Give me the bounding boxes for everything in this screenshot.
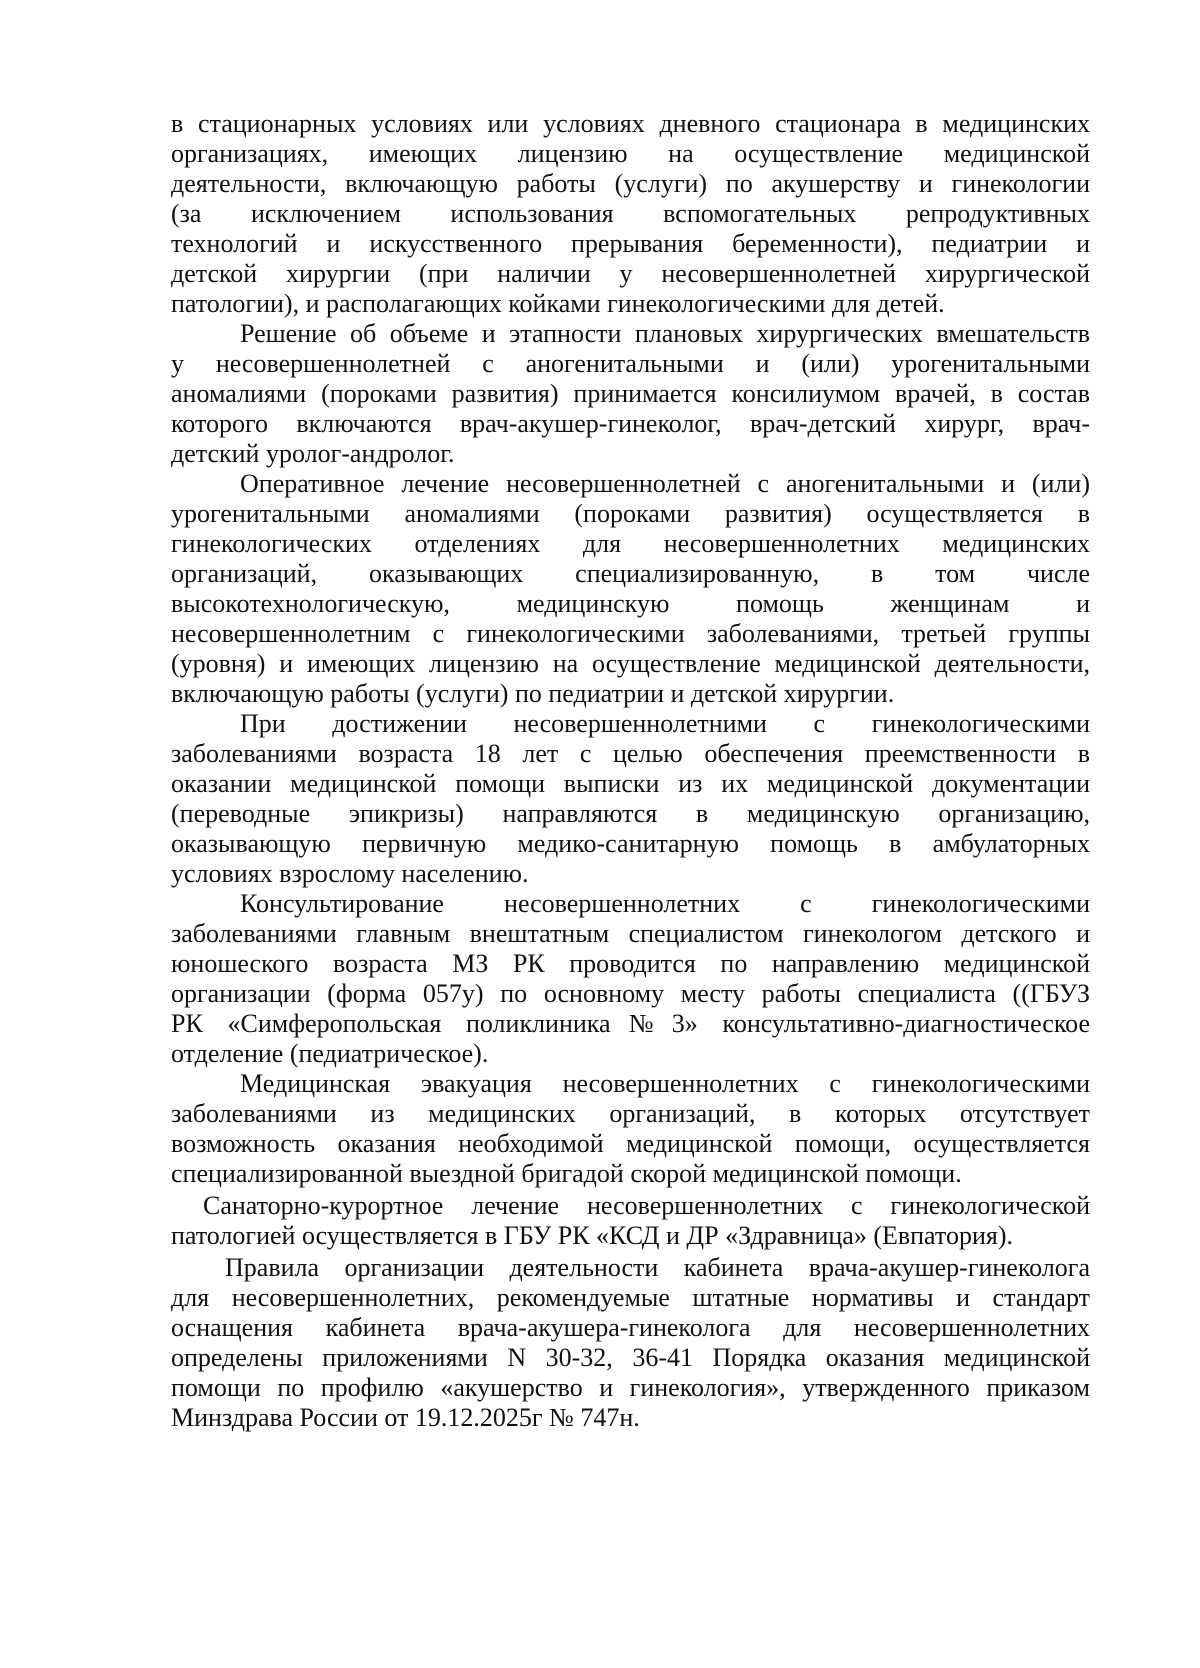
- text-line: для несовершеннолетних, рекомендуемые штатные нормативы и стандарт: [171, 1283, 1090, 1312]
- text-line: заболеваниями из медицинских организаций, в которых отсутствует: [171, 1099, 1090, 1128]
- text-line: организациях, имеющих лицензию на осуществление медицинской: [171, 139, 1090, 168]
- text-line: (переводные эпикризы) направляются в медицинскую организацию,: [171, 799, 1090, 828]
- text-line: деятельности, включающую работы (услуги) по акушерству и гинекологии: [171, 169, 1090, 198]
- text-line: (уровня) и имеющих лицензию на осуществление медицинской деятельности,: [171, 649, 1090, 678]
- text-line: РК «Симферопольская поликлиника№3» консультативно-диагностическое: [171, 1009, 1090, 1038]
- text-line: специализированной выездной бригадой скорой медицинской помощи.: [171, 1159, 962, 1188]
- text-line: определены приложениями N 30-32, 36-41 Порядка оказания медицинской: [171, 1343, 1090, 1372]
- text-line: заболеваниями главным внештатным специалистом гинекологом детского и: [171, 919, 1090, 948]
- text-line: технологий и искусственного прерывания беременности), педиатрии и: [171, 229, 1090, 258]
- text-line: которого включаются врач-акушер-гинеколог, врач-детский хирург, врач-: [171, 409, 1090, 438]
- text-line: заболеваниями возраста 18 лет с целью обеспечения преемственности в: [171, 739, 1090, 768]
- text-line: патологией осуществляется в ГБУ РК «КСД и ДР «Здравница» (Евпатория).: [171, 1221, 1013, 1250]
- text-line: юношеского возраста МЗ РК проводится по направлению медицинской: [171, 949, 1090, 978]
- text-line: детской хирургии (при наличии у несовершеннолетней хирургической: [171, 259, 1090, 288]
- text-line: детский уролог-андролог.: [171, 439, 455, 468]
- text-line: Правила организации деятельности кабинета врача-акушер-гинеколога: [225, 1253, 1090, 1282]
- text-line: отделение (педиатрическое).: [171, 1039, 489, 1068]
- text-line: При достижении несовершеннолетними с гинекологическими: [240, 709, 1090, 738]
- text-line: помощи по профилю «акушерство и гинекология», утвержденного приказом: [171, 1373, 1090, 1402]
- text-line: возможность оказания необходимой медицинской помощи, осуществляется: [171, 1129, 1090, 1158]
- text-line: в стационарных условиях или условиях дневного стационара в медицинских: [171, 109, 1090, 138]
- text-line: аномалиями (пороками развития) принимается консилиумом врачей, в состав: [171, 379, 1090, 408]
- text-line: Решение об объеме и этапности плановых хирургических вмешательств: [240, 319, 1090, 348]
- text-line: оказании медицинской помощи выписки из их медицинской документации: [171, 769, 1090, 798]
- text-line: организации (форма 057у) по основному месту работы специалиста ((ГБУЗ: [171, 979, 1090, 1008]
- text-line: оказывающую первичную медико-санитарную помощь в амбулаторных: [171, 829, 1090, 858]
- text-line: оснащения кабинета врача-акушера-гинеколога для несовершеннолетних: [171, 1313, 1090, 1342]
- text-line: высокотехнологическую, медицинскую помощь женщинам и: [171, 589, 1090, 618]
- text-line: патологии), и располагающих койками гинекологическими для детей.: [171, 289, 945, 318]
- text-line: гинекологических отделениях для несовершеннолетних медицинских: [171, 529, 1090, 558]
- text-line: у несовершеннолетней с аногенитальными и (или) урогенитальными: [171, 349, 1090, 378]
- text-line: включающую работы (услуги) по педиатрии и детской хирургии.: [171, 679, 895, 708]
- text-line: Консультирование несовершеннолетних с гинекологическими: [240, 889, 1090, 918]
- text-line: несовершеннолетним с гинекологическими заболеваниями, третьей группы: [171, 619, 1090, 648]
- text-line: Оперативное лечение несовершеннолетней с аногенитальными и (или): [240, 469, 1090, 498]
- text-line: Минздрава России от 19.12.2025г № 747н.: [171, 1403, 640, 1432]
- text-line: Медицинская эвакуация несовершеннолетних с гинекологическими: [240, 1069, 1090, 1098]
- text-line: Санаторно-курортное лечение несовершеннолетних с гинекологической: [203, 1191, 1090, 1220]
- text-line: условиях взрослому населению.: [171, 859, 529, 888]
- text-line: организаций, оказывающих специализированную, в том числе: [171, 559, 1090, 588]
- text-line: урогенитальными аномалиями (пороками развития) осуществляется в: [171, 499, 1090, 528]
- text-line: (за исключением использования вспомогательных репродуктивных: [171, 199, 1090, 228]
